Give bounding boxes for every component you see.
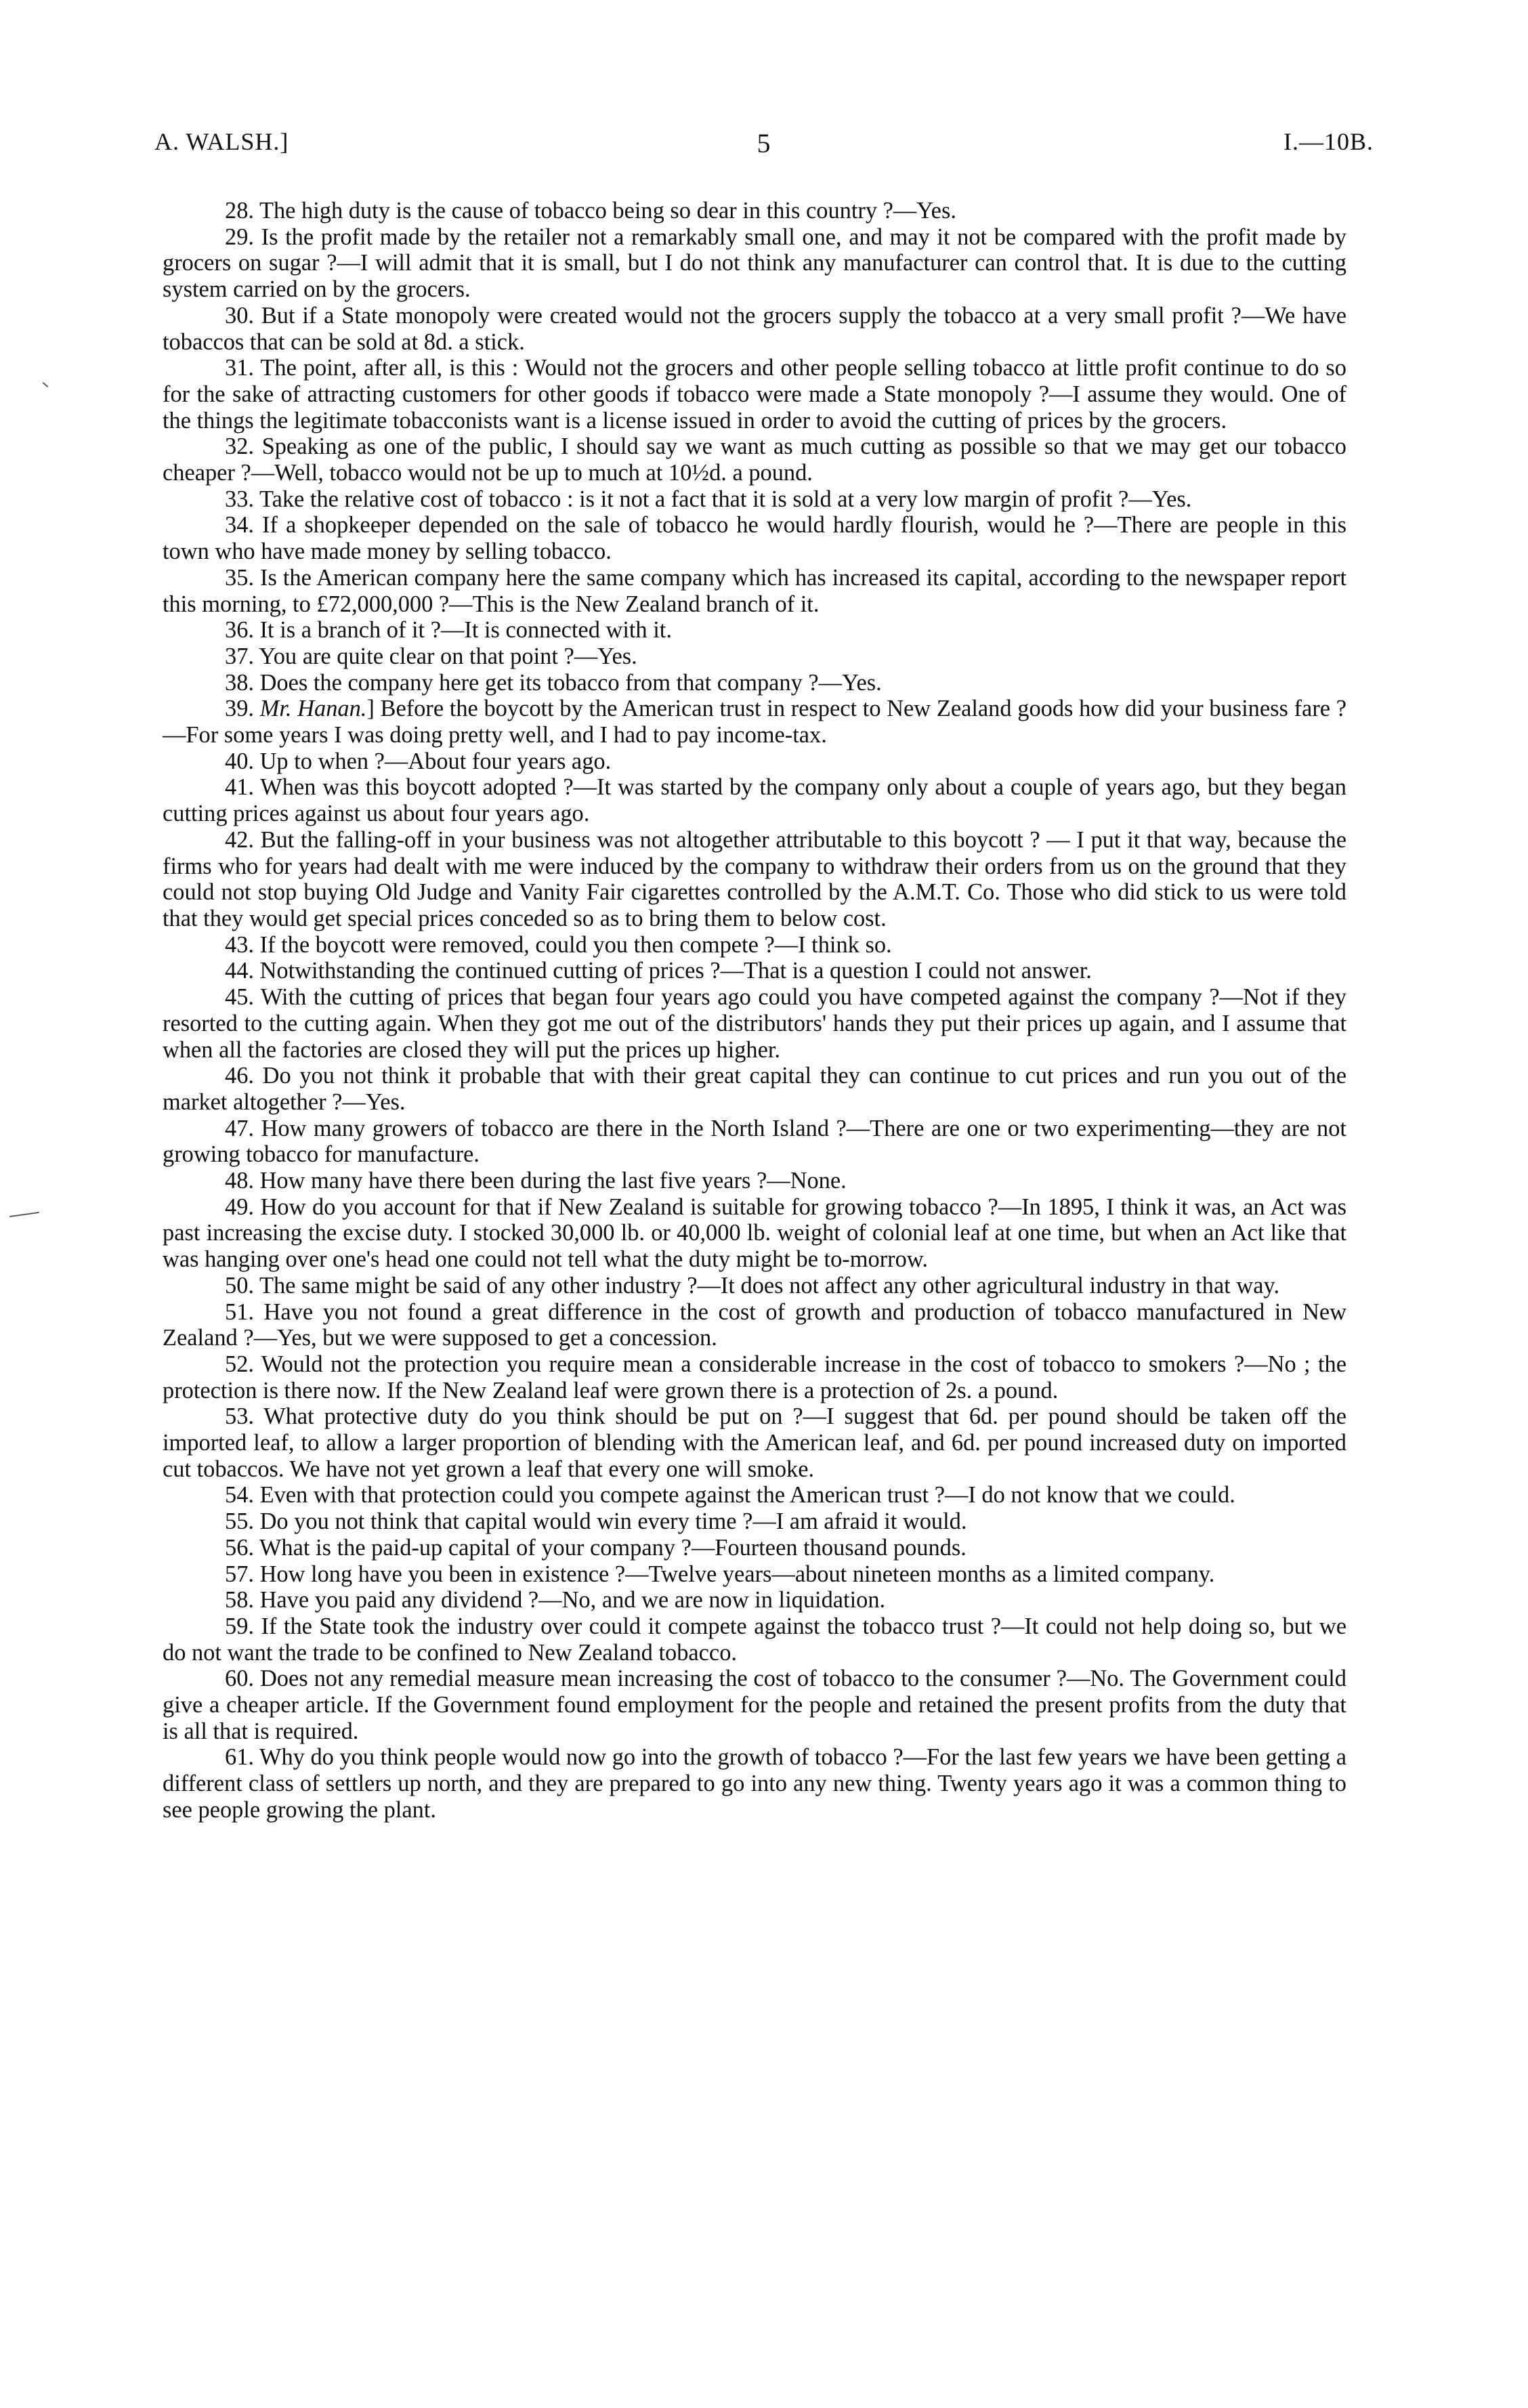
testimony-paragraph [163, 617, 1346, 643]
testimony-paragraph [163, 1561, 1346, 1588]
testimony-paragraph [163, 303, 1346, 355]
paragraph-text: 33. Take the relative cost of tobacco : is it not a fact that it is sold at a very low margin of profit ?—Yes. [225, 486, 1192, 512]
paragraph-text: 54. Even with that protection could you compete against the American trust ?—I do not know that we could. [225, 1482, 1235, 1508]
paragraph-text: 59. If the State took the industry over could it compete against the tobacco trust ?—It could not help doing so, but we do not want the trade to be confined to New Zealand tobacco. [163, 1613, 1346, 1666]
paragraph-text: ] Before the boycott by the American trust in respect to New Zealand goods how did your business fare ?—For some years I was doing pretty well, and I had to pay income-tax. [163, 696, 1346, 748]
paragraph-text: 51. Have you not found a great difference in the cost of growth and production of tobacco manufactured in New Zealand ?—Yes, but we were supposed to get a concession. [163, 1298, 1346, 1351]
paragraph-text: 53. What protective duty do you think should be put on ?—I suggest that 6d. per pound should be taken off the imported leaf, to allow a larger proportion of blending with the American leaf, and 6d. per pound increased duty on imported cut tobaccos. We have not yet grown a leaf that every one will smoke. [163, 1403, 1346, 1482]
paragraph-text: 57. How long have you been in existence ?—Twelve years—about nineteen months as a limited company. [225, 1561, 1215, 1587]
paragraph-text: 35. Is the American company here the same company which has increased its capital, according to the newspaper report this morning, to £72,000,000 ?—This is the New Zealand branch of it. [163, 564, 1346, 617]
paragraph-text: 37. You are quite clear on that point ?—Yes. [225, 643, 637, 669]
testimony-paragraph [163, 774, 1346, 826]
testimony-paragraph [163, 1613, 1346, 1666]
testimony-paragraph [163, 1273, 1346, 1299]
testimony-paragraph [163, 1666, 1346, 1744]
paragraph-text: 60. Does not any remedial measure mean increasing the cost of tobacco to the consumer ?—No. The Government could give a cheaper article. If the Government found employment for the people and retained the present profits from the duty that is all that is required. [163, 1666, 1346, 1744]
paragraph-text: 48. How many have there been during the last five years ?—None. [225, 1168, 847, 1194]
margin-mark-upper [43, 382, 49, 387]
testimony-paragraph [163, 1351, 1346, 1403]
paragraph-text: 29. Is the profit made by the retailer not a remarkably small one, and may it not be compared with the profit made by grocers on sugar ?—I will admit that it is small, but I do not think any manufacturer can control that. It is due to the cutting system carried on by the grocers. [163, 224, 1346, 303]
testimony-paragraph [163, 434, 1346, 486]
testimony-paragraph [163, 696, 1346, 748]
testimony-paragraph [163, 1168, 1346, 1194]
testimony-paragraph [163, 512, 1346, 564]
testimony-paragraph [163, 827, 1346, 932]
witness-name: A. WALSH.] [154, 128, 289, 155]
paragraph-text: 38. Does the company here get its tobacco from that company ?—Yes. [225, 669, 882, 696]
document-reference: I.—10B. [1283, 128, 1374, 155]
speaker-name: Mr. Hanan. [259, 696, 367, 722]
margin-mark-lower [9, 1212, 39, 1217]
testimony-paragraph [163, 1587, 1346, 1613]
paragraph-text: 31. The point, after all, is this : Would not the grocers and other people selling tobacco at little profit continue to do so for the sake of attracting customers for other goods if tobacco were made a State monopoly ?—I assume they would. One of the things the legitimate tobacconists want is a license issued in order to avoid the cutting of prices by the grocers. [163, 355, 1346, 434]
paragraph-text: 32. Speaking as one of the public, I should say we want as much cutting as possible so that we may get our tobacco cheaper ?—Well, tobacco would not be up to much at 10½d. a pound. [163, 434, 1346, 486]
paragraph-text: 40. Up to when ?—About four years ago. [225, 748, 612, 774]
paragraph-text: 46. Do you not think it probable that with their great capital they can continue to cut prices and run you out of the market altogether ?—Yes. [163, 1063, 1346, 1115]
testimony-paragraph [163, 932, 1346, 958]
testimony-paragraph [163, 1299, 1346, 1351]
testimony-paragraph [163, 748, 1346, 775]
testimony-paragraph [163, 984, 1346, 1063]
paragraph-text: 36. It is a branch of it ?—It is connected with it. [225, 617, 672, 643]
page-header [154, 127, 1374, 161]
paragraph-text: 41. When was this boycott adopted ?—It was started by the company only about a couple of years ago, but they began cutting prices against us about four years ago. [163, 774, 1346, 827]
paragraph-text: 47. How many growers of tobacco are there in the North Island ?—There are one or two experimenting—they are not growing tobacco for manufacture. [163, 1115, 1346, 1168]
paragraph-text: 50. The same might be said of any other industry ?—It does not affect any other agricultural industry in that way. [225, 1272, 1280, 1298]
testimony-paragraph [163, 1535, 1346, 1561]
testimony-paragraph [163, 1744, 1346, 1823]
testimony-paragraph [163, 198, 1346, 224]
testimony-paragraph [163, 643, 1346, 670]
paragraph-text: 58. Have you paid any dividend ?—No, and we are now in liquidation. [225, 1587, 886, 1613]
testimony-paragraph [163, 1063, 1346, 1115]
paragraph-text: 52. Would not the protection you require mean a considerable increase in the cost of tobacco to smokers ?—No ; the protection is there now. If the New Zealand leaf were grown there is a protection of 2s. a pound. [163, 1351, 1346, 1403]
testimony-paragraph [163, 565, 1346, 617]
paragraph-text: 34. If a shopkeeper depended on the sale of tobacco he would hardly flourish, would he ?—There are people in this town who have made money by selling tobacco. [163, 512, 1346, 565]
testimony-paragraph [163, 1508, 1346, 1535]
paragraph-text: 39. [225, 696, 260, 722]
paragraph-text: 44. Notwithstanding the continued cutting of prices ?—That is a question I could not answer. [225, 958, 1092, 984]
paragraph-text: 30. But if a State monopoly were created would not the grocers supply the tobacco at a very small profit ?—We have tobaccos that can be sold at 8d. a stick. [163, 302, 1346, 355]
paragraph-text: 45. With the cutting of prices that began four years ago could you have competed against the company ?—Not if they resorted to the cutting again. When they got me out of the distributors' hands they put their prices up again, and I assume that when all the factories are closed they will put the prices up higher. [163, 984, 1346, 1063]
testimony-paragraph [163, 958, 1346, 984]
paragraph-text: 28. The high duty is the cause of tobacco being so dear in this country ?—Yes. [225, 198, 956, 224]
testimony-paragraph [163, 486, 1346, 513]
testimony-paragraph [163, 1116, 1346, 1168]
paragraph-text: 49. How do you account for that if New Zealand is suitable for growing tobacco ?—In 1895, I think it was, an Act was past increasing the excise duty. I stocked 30,000 lb. or 40,000 lb. weight of colonial leaf at one time, but when an Act like that was hanging over one's head one could not tell what the duty might be to-morrow. [163, 1194, 1346, 1273]
page-number: 5 [757, 128, 771, 159]
testimony-paragraph [163, 355, 1346, 434]
testimony-paragraph [163, 670, 1346, 696]
testimony-paragraph [163, 224, 1346, 303]
paragraph-text: 61. Why do you think people would now go into the growth of tobacco ?—For the last few years we have been getting a different class of settlers up north, and they are prepared to go into any new thing. Twenty years ago it was a common thing to see people growing the plant. [163, 1744, 1346, 1823]
paragraph-text: 56. What is the paid-up capital of your company ?—Fourteen thousand pounds. [225, 1534, 967, 1561]
testimony-paragraph [163, 1403, 1346, 1482]
paragraph-text: 43. If the boycott were removed, could you then compete ?—I think so. [225, 931, 892, 958]
testimony-paragraph [163, 1482, 1346, 1508]
paragraph-text: 42. But the falling-off in your business was not altogether attributable to this boycott ? — I put it that way, because the firms who for years had dealt with me were induced by the company to withdraw their orders from us on the ground that they could not stop buying Old Judge and Vanity Fair cigarettes controlled by the A.M.T. Co. Those who did stick to us were told that they would get special prices conceded so as to bring them to below cost. [163, 826, 1346, 931]
testimony-body [163, 198, 1346, 1823]
paragraph-text: 55. Do you not think that capital would win every time ?—I am afraid it would. [225, 1508, 967, 1535]
testimony-paragraph [163, 1194, 1346, 1273]
